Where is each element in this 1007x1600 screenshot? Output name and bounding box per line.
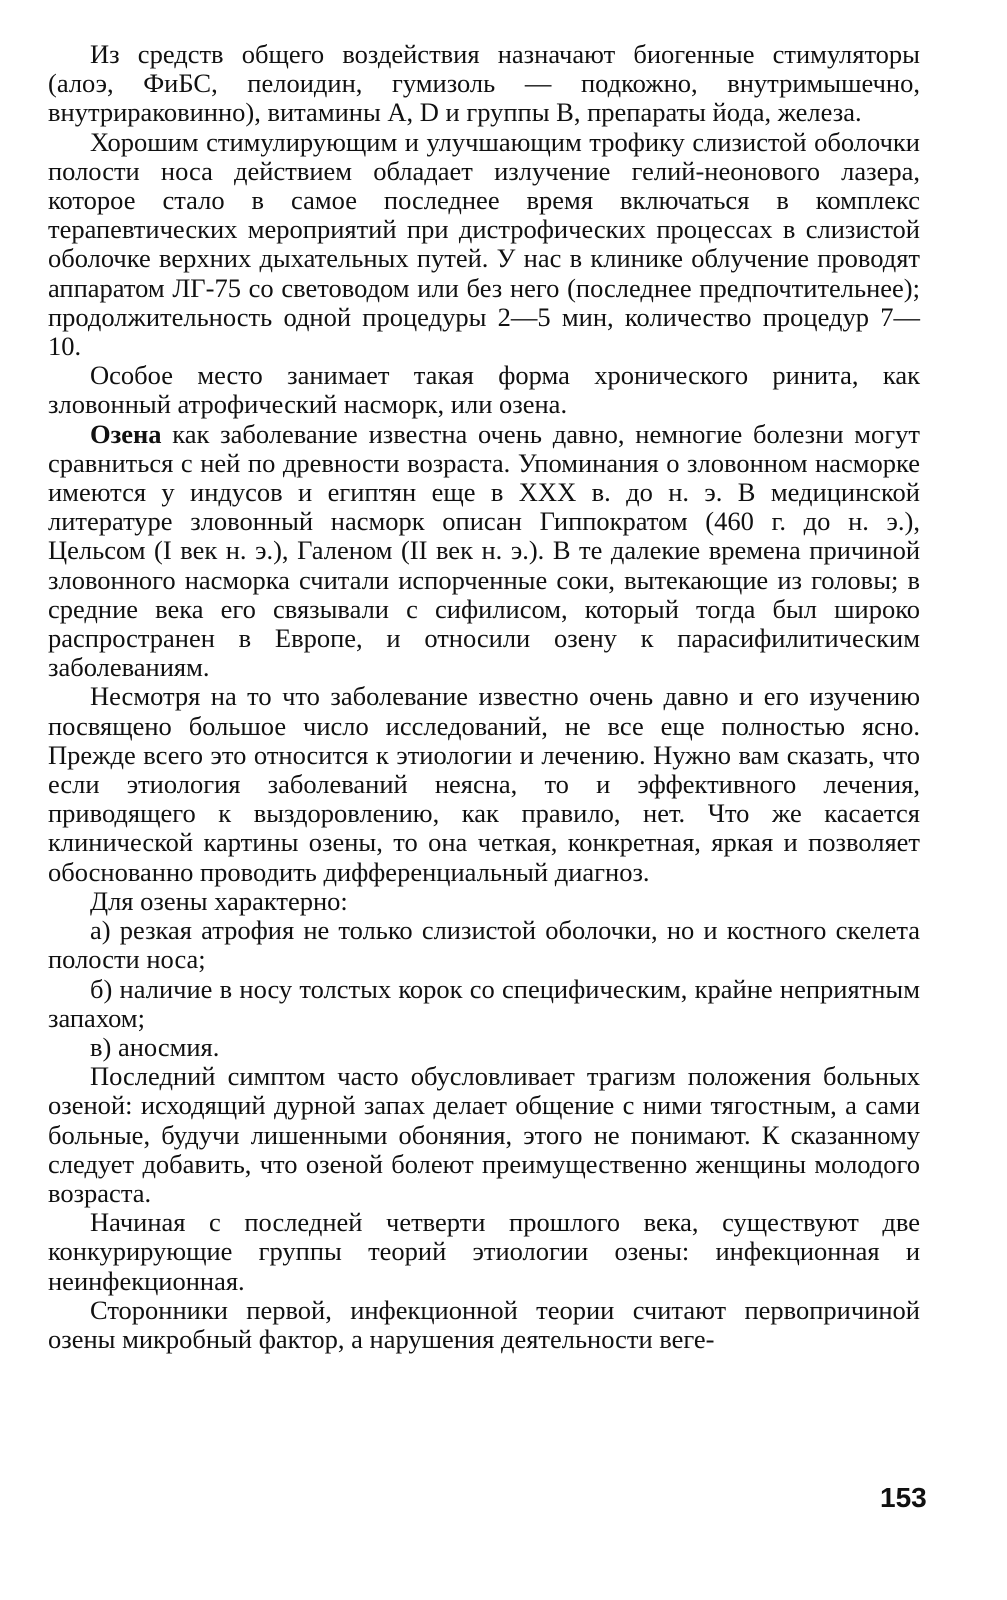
list-item-anosmia: в) аносмия. bbox=[90, 1031, 220, 1062]
page-text bbox=[48, 40, 920, 1354]
list-item-atrophy: а) резкая атрофия не только слизистой оболочки, но и костного скелета полости носа; bbox=[48, 915, 920, 975]
paragraph-theory-groups: Начиная с последней четверти прошлого века, существуют две конкурирующие группы теорий этиологии озены: инфекционная и неинфекционная. bbox=[48, 1207, 920, 1296]
paragraph-infection-theory: Сторонники первой, инфекционной теории считают первопричиной озены микробный фактор, а нарушения деятельности веге- bbox=[48, 1294, 920, 1354]
paragraph-laser-therapy: Хорошим стимулирующим и улучшающим трофику слизистой оболочки полости носа действием обладает излучение гелий-неонового лазера, которое стало в самое последнее время включаться в комплекс терапевтических мероприятий при дистрофических процессах в слизистой оболочке верхних дыхательных путей. У нас в клинике облучение проводят аппаратом ЛГ-75 со световодом или без него (последнее предпочтительнее); продолжительность одной процедуры 2—5 мин, количество процедур 7—10. bbox=[48, 126, 920, 362]
term-ozena: Озена bbox=[90, 418, 162, 449]
paragraph-etiology-unclear: Несмотря на то что заболевание известно очень давно и его изучению посвящено большое число исследований, не все еще полностью ясно. Прежде всего это относится к этиологии и лечению. Нужно вам сказать, что если этиология заболеваний неясна, то и эффективного лечения, приводящего к выздоровлению, как правило, нет. Что же касается клинической картины озены, то она четкая, конкретная, яркая и позволяет обоснованно проводить дифференциальный диагноз. bbox=[48, 681, 920, 887]
paragraph-last-symptom: Последний симптом часто обусловливает трагизм положения больных озеной: исходящий дурной запах делает общение с ними тягостным, а сами больные, будучи лишенными обоняния, этого не понимают. К сказанному следует добавить, что озеной болеют преимущественно женщины молодого возраста. bbox=[48, 1061, 920, 1208]
paragraph-ozena-history bbox=[48, 420, 920, 683]
paragraph-characteristic-heading: Для озены характерно: bbox=[90, 885, 348, 916]
list-item-crusts: б) наличие в носу толстых корок со специфическим, крайне неприятным запахом; bbox=[48, 973, 920, 1033]
paragraph-ozena-history-text: как заболевание известна очень давно, немногие болезни могут сравниться с ней по древности возраста. Упоминания о зловонном насморке имеются у индусов и египтян еще в XXX в. до н. э. В медицинской литературе зловонный насморк описан Гиппократом (460 г. до н. э.), Цельсом (I век н. э.), Галеном (II век н. э.). В те далекие времена причиной зловонного насморка считали испорченные соки, вытекающие из головы; в средние века его связывали с сифилисом, который тогда был широко распространен в Европе, и относили озену к парасифилитическим заболеваниям. bbox=[48, 418, 920, 683]
paragraph-biogenic-stimulators: Из средств общего воздействия назначают биогенные стимуляторы (алоэ, ФиБС, пелоидин, гумизоль — подкожно, внутримышечно, внутрираковинно), витамины A, D и группы B, препараты йода, железа. bbox=[48, 39, 920, 128]
page-number: 153 bbox=[880, 1482, 927, 1513]
paragraph-ozena-intro: Особое место занимает такая форма хронического ринита, как зловонный атрофический насморк, или озена. bbox=[48, 360, 920, 420]
